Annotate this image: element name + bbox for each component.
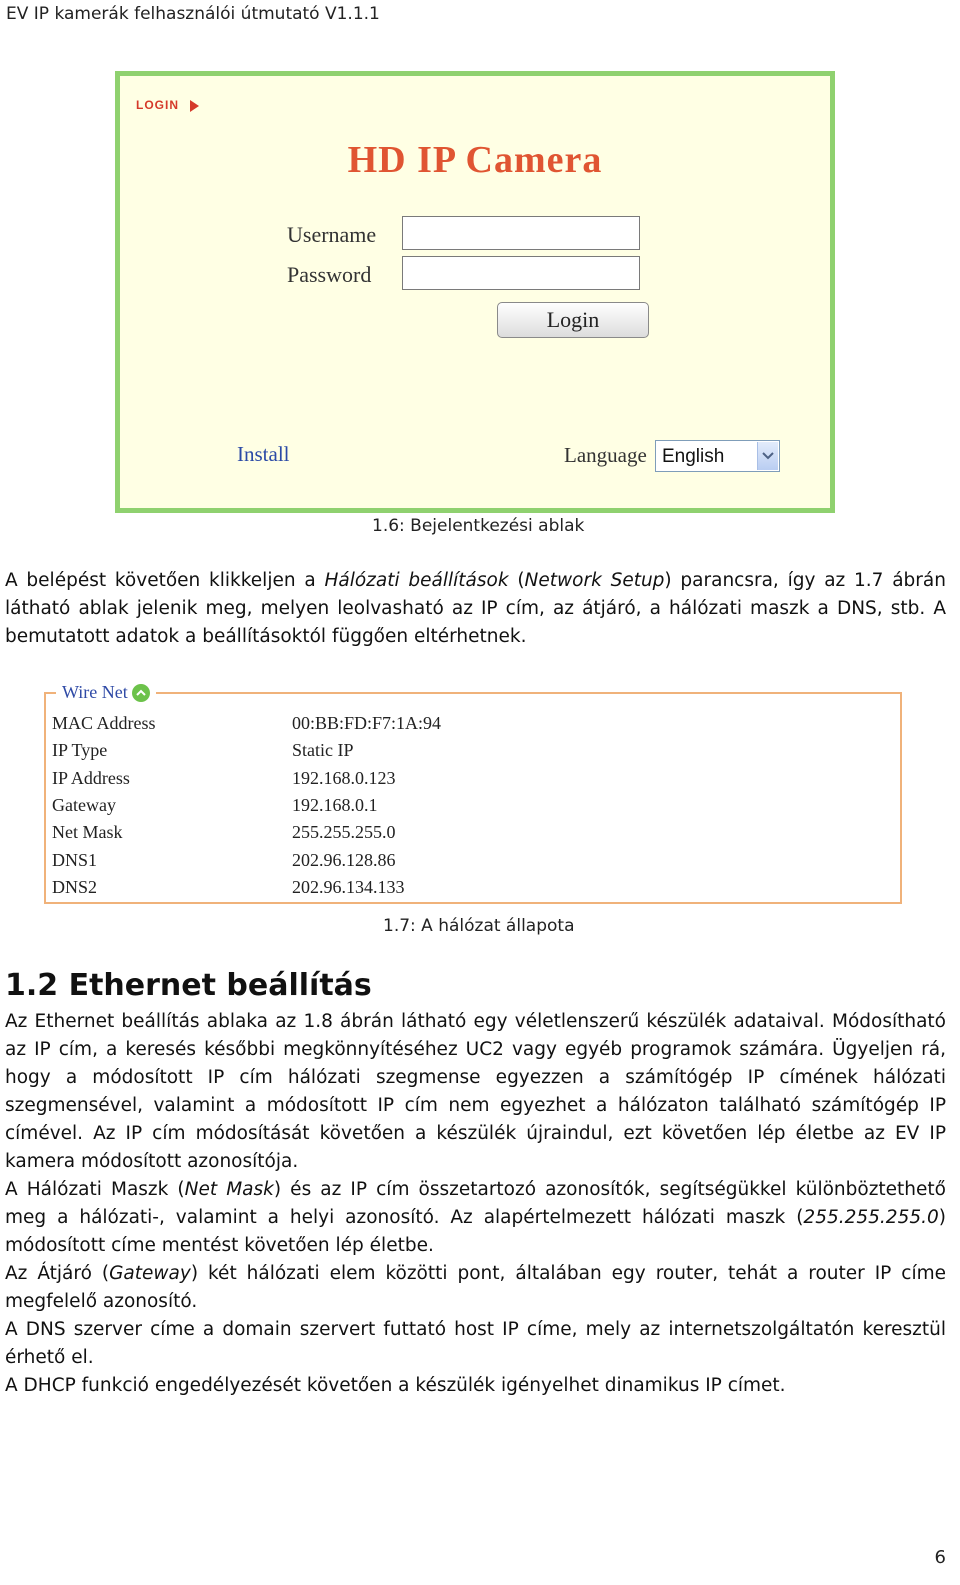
network-row-value: 192.168.0.123 xyxy=(292,768,396,788)
body-paragraph: Az Átjáró (Gateway) két hálózati elem közötti pont, általában egy router, tehát a router IP címe megfelelő azonosító. xyxy=(5,1263,946,1312)
chevron-up-icon[interactable] xyxy=(132,684,150,702)
login-button[interactable]: Login xyxy=(497,302,649,338)
network-row-value: 00:BB:FD:F7:1A:94 xyxy=(292,713,442,733)
body-paragraph: Az Ethernet beállítás ablaka az 1.8 ábrán látható egy véletlenszerű készülék adataival. Módosítható az IP cím, a keresés későbbi megkönnyítéséhez UC2 vagy egyéb programok számára. Ügyeljen rá, hogy a módosított IP cím hálózati szegmense egyezzen a számítógép IP címének hálózati szegmensével, valamint a módosított IP cím nem egyezhet a hálózaton található számítógép IP címével. Az IP cím módosítását követően a készülék újraindul, ezt követően lép életbe az EV IP kamera módosított azonosítója. xyxy=(5,1011,946,1172)
network-row xyxy=(52,850,852,877)
network-row xyxy=(52,768,852,795)
network-row-value: Static IP xyxy=(292,740,354,760)
network-row-key: DNS2 xyxy=(52,877,98,897)
language-select-value: English xyxy=(662,446,725,467)
body-paragraph: A DNS szerver címe a domain szervert futtató host IP címe, mely az internetszolgáltatón keresztül érhető el. xyxy=(5,1319,946,1368)
network-row-value: 255.255.255.0 xyxy=(292,822,396,842)
figure-caption-login: 1.6: Bejelentkezési ablak xyxy=(372,516,585,536)
password-input[interactable] xyxy=(402,256,640,290)
username-input[interactable] xyxy=(402,216,640,250)
network-row-key: DNS1 xyxy=(52,850,98,870)
network-row-key: MAC Address xyxy=(52,713,156,733)
login-tag: LOGIN xyxy=(136,98,179,112)
language-select[interactable] xyxy=(655,440,780,472)
install-link[interactable]: Install xyxy=(237,442,290,466)
network-row-key: IP Type xyxy=(52,740,108,760)
login-figure xyxy=(115,71,835,513)
network-row xyxy=(52,822,852,849)
network-row xyxy=(52,795,852,822)
network-row xyxy=(52,877,852,904)
play-arrow-icon xyxy=(190,100,199,112)
chevron-down-icon[interactable] xyxy=(757,442,778,470)
intro-paragraph: A belépést követően klikkeljen a Hálózati beállítások (Network Setup) parancsra, így az 1.7 ábrán látható ablak jelenik meg, melyen leolvasható az IP cím, az átjáró, a hálózati maszk a DNS, stb. A bemutatott adatok a beállításoktól függően eltérhetnek. xyxy=(5,570,946,647)
network-status-figure xyxy=(44,682,902,904)
section-title: 1.2 Ethernet beállítás xyxy=(5,968,372,1003)
network-row-value: 202.96.134.133 xyxy=(292,877,405,897)
wire-net-label: Wire Net xyxy=(62,682,128,702)
network-row-key: Net Mask xyxy=(52,822,123,842)
password-label: Password xyxy=(287,262,372,287)
page-number: 6 xyxy=(934,1547,946,1568)
login-title: HD IP Camera xyxy=(347,139,603,181)
body-paragraph: A Hálózati Maszk (Net Mask) és az IP cím összetartozó azonosítók, segítségükkel különböztethető meg a hálózati-, valamint a helyi azonosító. Az alapértelmezett hálózati maszk (255.255.255.0) módosított címe mentést követően lép életbe. xyxy=(5,1179,946,1256)
network-row-key: IP Address xyxy=(52,768,130,788)
network-row-value: 202.96.128.86 xyxy=(292,850,396,870)
username-label: Username xyxy=(287,222,377,247)
language-label: Language xyxy=(564,443,647,467)
wire-net-legend[interactable] xyxy=(56,682,156,703)
body-paragraph: A DHCP funkció engedélyezését követően a készülék igényelhet dinamikus IP címet. xyxy=(5,1375,786,1396)
document-header: EV IP kamerák felhasználói útmutató V1.1.1 xyxy=(6,4,380,24)
network-row-value: 192.168.0.1 xyxy=(292,795,378,815)
network-row xyxy=(52,740,852,767)
figure-caption-network: 1.7: A hálózat állapota xyxy=(383,916,575,936)
network-row-key: Gateway xyxy=(52,795,116,815)
network-row xyxy=(52,713,852,740)
